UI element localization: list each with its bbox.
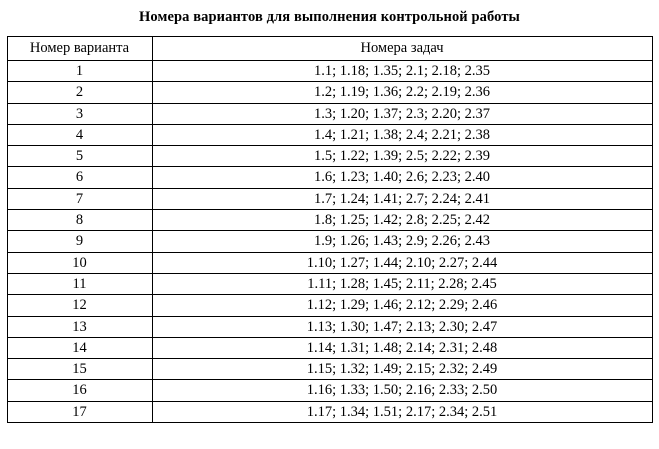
cell-variant-number: 8	[7, 210, 152, 231]
cell-task-numbers: 1.6; 1.23; 1.40; 2.6; 2.23; 2.40	[152, 167, 652, 188]
cell-task-numbers: 1.9; 1.26; 1.43; 2.9; 2.26; 2.43	[152, 231, 652, 252]
cell-task-numbers: 1.8; 1.25; 1.42; 2.8; 2.25; 2.42	[152, 210, 652, 231]
cell-variant-number: 7	[7, 188, 152, 209]
variants-table	[7, 36, 653, 423]
cell-variant-number: 14	[7, 337, 152, 358]
cell-variant-number: 2	[7, 82, 152, 103]
cell-task-numbers: 1.7; 1.24; 1.41; 2.7; 2.24; 2.41	[152, 188, 652, 209]
cell-variant-number: 4	[7, 124, 152, 145]
table-row	[7, 61, 652, 82]
cell-variant-number: 12	[7, 295, 152, 316]
cell-task-numbers: 1.3; 1.20; 1.37; 2.3; 2.20; 2.37	[152, 103, 652, 124]
cell-task-numbers: 1.13; 1.30; 1.47; 2.13; 2.30; 2.47	[152, 316, 652, 337]
cell-variant-number: 9	[7, 231, 152, 252]
cell-variant-number: 3	[7, 103, 152, 124]
table-row	[7, 273, 652, 294]
table-row	[7, 188, 652, 209]
page-title: Номера вариантов для выполнения контрольной работы	[139, 9, 520, 25]
table-row	[7, 210, 652, 231]
table-row	[7, 231, 652, 252]
cell-variant-number: 5	[7, 146, 152, 167]
table-row	[7, 103, 652, 124]
cell-variant-number: 11	[7, 273, 152, 294]
column-header-variant: Номер варианта	[7, 37, 152, 61]
cell-task-numbers: 1.11; 1.28; 1.45; 2.11; 2.28; 2.45	[152, 273, 652, 294]
table-row	[7, 82, 652, 103]
cell-task-numbers: 1.15; 1.32; 1.49; 2.15; 2.32; 2.49	[152, 359, 652, 380]
table-row	[7, 252, 652, 273]
cell-variant-number: 10	[7, 252, 152, 273]
table-row	[7, 124, 652, 145]
cell-task-numbers: 1.10; 1.27; 1.44; 2.10; 2.27; 2.44	[152, 252, 652, 273]
table-header	[7, 37, 652, 61]
cell-variant-number: 16	[7, 380, 152, 401]
cell-variant-number: 15	[7, 359, 152, 380]
cell-task-numbers: 1.4; 1.21; 1.38; 2.4; 2.21; 2.38	[152, 124, 652, 145]
table-row	[7, 167, 652, 188]
table-row	[7, 316, 652, 337]
document-page	[0, 9, 659, 449]
cell-variant-number: 13	[7, 316, 152, 337]
cell-task-numbers: 1.2; 1.19; 1.36; 2.2; 2.19; 2.36	[152, 82, 652, 103]
cell-variant-number: 17	[7, 401, 152, 422]
table-row	[7, 337, 652, 358]
cell-task-numbers: 1.5; 1.22; 1.39; 2.5; 2.22; 2.39	[152, 146, 652, 167]
table-header-row	[7, 37, 652, 61]
cell-task-numbers: 1.16; 1.33; 1.50; 2.16; 2.33; 2.50	[152, 380, 652, 401]
cell-task-numbers: 1.1; 1.18; 1.35; 2.1; 2.18; 2.35	[152, 61, 652, 82]
cell-task-numbers: 1.14; 1.31; 1.48; 2.14; 2.31; 2.48	[152, 337, 652, 358]
table-row	[7, 380, 652, 401]
table-row	[7, 295, 652, 316]
table-row	[7, 146, 652, 167]
cell-task-numbers: 1.12; 1.29; 1.46; 2.12; 2.29; 2.46	[152, 295, 652, 316]
table-body	[7, 61, 652, 423]
column-header-tasks: Номера задач	[152, 37, 652, 61]
cell-task-numbers: 1.17; 1.34; 1.51; 2.17; 2.34; 2.51	[152, 401, 652, 422]
cell-variant-number: 6	[7, 167, 152, 188]
table-row	[7, 401, 652, 422]
cell-variant-number: 1	[7, 61, 152, 82]
table-row	[7, 359, 652, 380]
